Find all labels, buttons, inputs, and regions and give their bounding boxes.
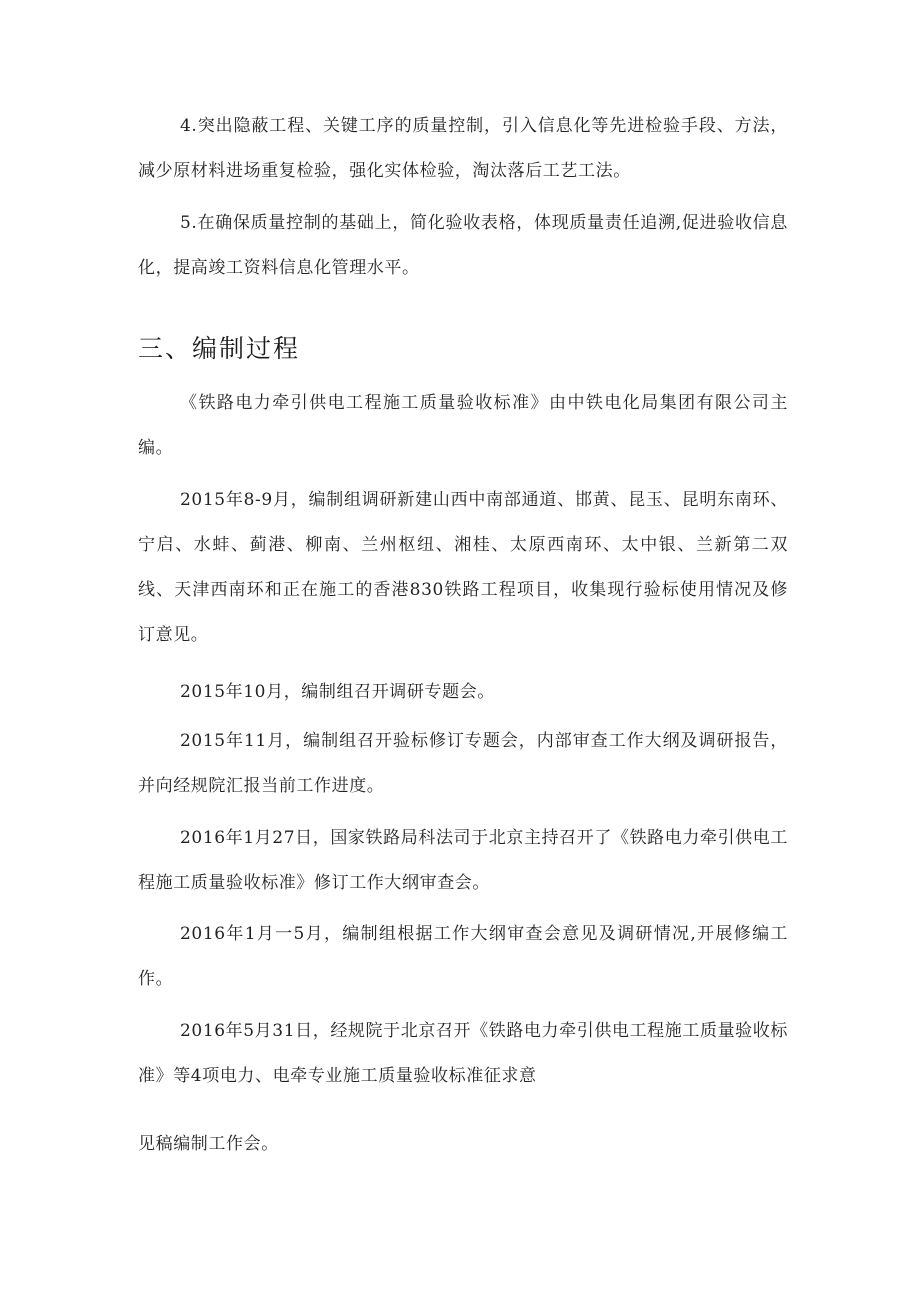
paragraph-chief-editor: 《铁路电力牵引供电工程施工质量验收标准》由中铁电化局集团有限公司主编。 [138,393,788,458]
paragraph-2016-jan-may: 2016年1月一5月，编制组根据工作大纲审查会意见及调研情况,开展修编工作。 [138,924,788,989]
paragraph-2015-oct: 2015年10月，编制组召开调研专题会。 [180,682,495,702]
section-heading: 三、编制过程 [138,334,301,363]
paragraph-item-4: 4.突出隐蔽工程、关键工序的质量控制，引入信息化等先进检验手段、方法，减少原材料进场重复检验，强化实体检验，淘汰落后工艺工法。 [138,116,788,181]
paragraph-continuation: 见稿编制工作会。 [138,1134,279,1154]
paragraph-2016-may-31: 2016年5月31日，经规院于北京召开《铁路电力牵引供电工程施工质量验收标准》等4项电力、电牵专业施工质量验收标准征求意 [138,1021,788,1086]
paragraph-2016-jan-27: 2016年1月27日，国家铁路局科法司于北京主持召开了《铁路电力牵引供电工程施工质量验收标准》修订工作大纲审查会。 [138,828,788,893]
paragraph-2015-nov: 2015年11月，编制组召开验标修订专题会，内部审查工作大纲及调研报告，并向经规院汇报当前工作进度。 [138,731,788,796]
paragraph-item-5: 5.在确保质量控制的基础上，简化验收表格，体现质量责任追溯,促进验收信息化，提高竣工资料信息化管理水平。 [138,213,788,278]
paragraph-2015-aug-sep: 2015年8-9月，编制组调研新建山西中南部通道、邯黄、昆玉、昆明东南环、宁启、水蚌、蓟港、柳南、兰州枢纽、湘桂、太原西南环、太中银、兰新第二双线、天津西南环和正在施工的香港830铁路工程项目，收集现行验标使用情况及修订意见。 [138,490,788,645]
